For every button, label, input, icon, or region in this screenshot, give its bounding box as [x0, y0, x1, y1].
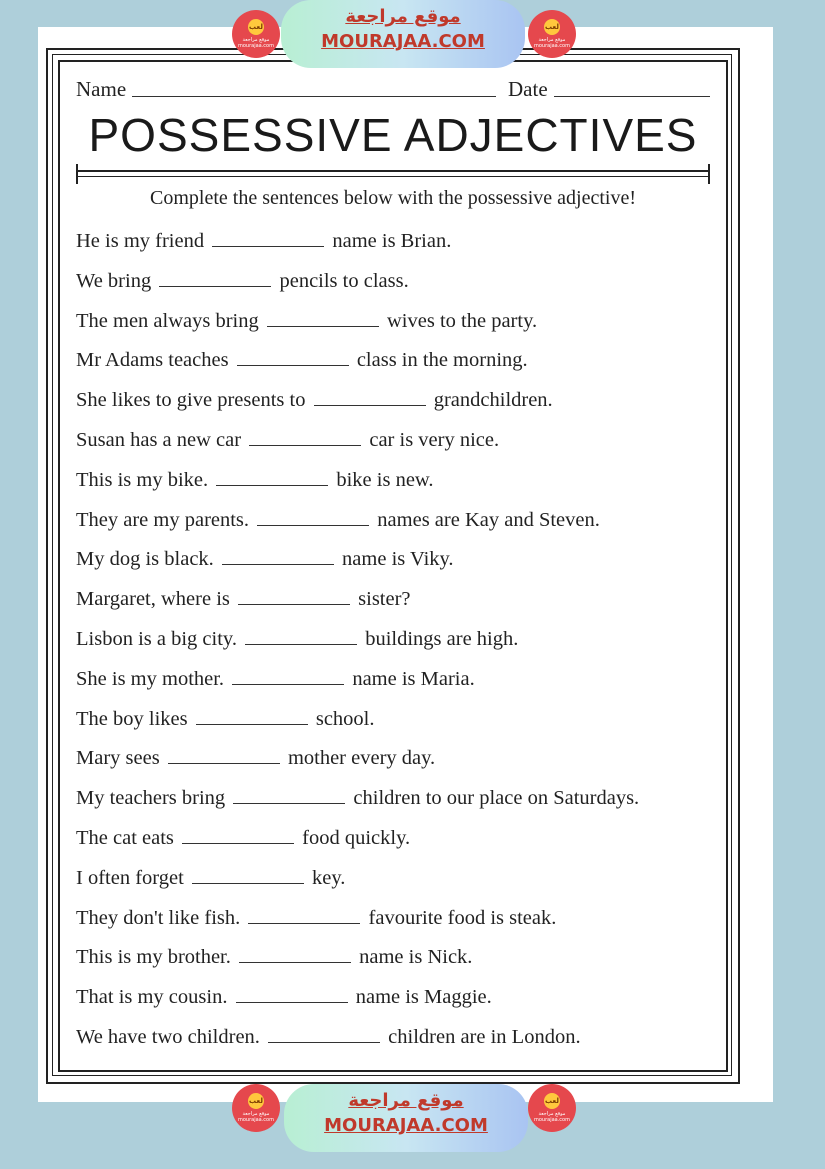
answer-blank[interactable]: [159, 268, 271, 287]
sentence-item: [76, 427, 716, 467]
sentence-after: food quickly.: [302, 826, 411, 849]
answer-blank[interactable]: [222, 546, 334, 565]
sentence-item: [76, 268, 716, 308]
watermark-badge-left-top: لعب موقع مراجعة mourajaa.com: [232, 10, 280, 58]
sentence-before: She is my mother.: [76, 667, 225, 690]
sentence-after: names are Kay and Steven.: [377, 508, 600, 531]
instruction-text: Complete the sentences below with the possessive adjective!: [150, 187, 636, 209]
sentence-before: We bring: [76, 269, 152, 292]
watermark-badge-right-top: لعب موقع مراجعة mourajaa.com: [528, 10, 576, 58]
sentence-before: Lisbon is a big city.: [76, 627, 237, 650]
sentence-item: [76, 706, 716, 746]
date-label: Date: [508, 77, 548, 101]
answer-blank[interactable]: [248, 905, 360, 924]
name-blank[interactable]: [132, 96, 496, 97]
sentence-before: That is my cousin.: [76, 986, 228, 1009]
sentence-item: [76, 347, 716, 387]
sentence-item: [76, 586, 716, 626]
sentence-after: name is Maggie.: [355, 986, 492, 1009]
sentence-item: [76, 546, 716, 586]
sentence-item: [76, 745, 716, 785]
sentence-after: sister?: [358, 588, 411, 611]
sentence-item: [76, 944, 716, 984]
answer-blank[interactable]: [216, 467, 328, 486]
sentence-before: We have two children.: [76, 1025, 260, 1048]
watermark-banner-bottom[interactable]: موقع مراجعة MOURAJAA.COM: [284, 1084, 528, 1152]
sentence-before: They don't like fish.: [76, 906, 241, 929]
answer-blank[interactable]: [238, 586, 350, 605]
sentence-before: My teachers bring: [76, 787, 226, 810]
sentence-before: The men always bring: [76, 309, 259, 332]
sentence-item: [76, 467, 716, 507]
sentence-before: This is my brother.: [76, 946, 231, 969]
title-divider: [76, 168, 710, 180]
watermark-badge-left-bottom: لعب موقع مراجعة mourajaa.com: [232, 1084, 280, 1132]
watermark-badge-right-bottom: لعب موقع مراجعة mourajaa.com: [528, 1084, 576, 1132]
sentence-after: favourite food is steak.: [368, 906, 557, 929]
sentence-before: Margaret, where is: [76, 588, 230, 611]
sentence-before: He is my friend: [76, 230, 205, 252]
sentence-item: [76, 785, 716, 825]
sentence-item: [76, 825, 716, 865]
sentence-after: name is Viky.: [342, 548, 454, 571]
sentence-item: [76, 984, 716, 1024]
sentence-after: name is Nick.: [359, 946, 473, 969]
answer-blank[interactable]: [245, 626, 357, 645]
answer-blank[interactable]: [182, 825, 294, 844]
sentence-before: My dog is black.: [76, 548, 214, 571]
answer-blank[interactable]: [196, 706, 308, 725]
sentence-after: name is Brian.: [332, 230, 452, 252]
answer-blank[interactable]: [236, 984, 348, 1003]
sentence-before: Mary sees: [76, 747, 160, 770]
sentence-item: [76, 507, 716, 547]
sentence-item: [76, 626, 716, 666]
sentence-before: She likes to give presents to: [76, 389, 306, 412]
sentence-item: [76, 905, 716, 945]
sentence-after: car is very nice.: [369, 428, 500, 451]
sentence-before: I often forget: [76, 866, 184, 889]
sentence-after: children are in London.: [388, 1025, 581, 1048]
game-icon: لعب: [544, 19, 560, 35]
sentence-before: Mr Adams teaches: [76, 349, 229, 372]
sentence-item: [76, 308, 716, 348]
sentence-before: The boy likes: [76, 707, 188, 730]
answer-blank[interactable]: [239, 944, 351, 963]
sentence-after: pencils to class.: [279, 269, 409, 292]
date-blank[interactable]: [554, 96, 710, 97]
page-title: POSSESSIVE ADJECTIVES: [88, 109, 698, 161]
sentence-item: [76, 1024, 716, 1064]
answer-blank[interactable]: [232, 666, 344, 685]
sentence-before: This is my bike.: [76, 468, 209, 491]
answer-blank[interactable]: [249, 427, 361, 446]
worksheet-content: [58, 60, 728, 1070]
sentence-after: bike is new.: [336, 468, 434, 491]
sentence-item: [76, 387, 716, 427]
sentence-after: name is Maria.: [352, 667, 475, 690]
answer-blank[interactable]: [233, 785, 345, 804]
game-icon: لعب: [248, 1093, 264, 1109]
answer-blank[interactable]: [268, 1024, 380, 1043]
sentence-after: school.: [315, 707, 375, 730]
sentence-after: children to our place on Saturdays.: [353, 787, 640, 810]
game-icon: لعب: [544, 1093, 560, 1109]
name-label: Name: [76, 77, 127, 101]
answer-blank[interactable]: [267, 308, 379, 327]
sentence-item: [76, 865, 716, 905]
answer-blank[interactable]: [192, 865, 304, 884]
answer-blank[interactable]: [314, 387, 426, 406]
sentence-after: mother every day.: [287, 747, 436, 770]
sentence-after: key.: [312, 866, 346, 889]
sentence-after: buildings are high.: [365, 627, 519, 650]
sentence-list: [76, 228, 716, 1064]
sentence-before: Susan has a new car: [76, 428, 242, 451]
sentence-before: The cat eats: [76, 826, 174, 849]
answer-blank[interactable]: [168, 745, 280, 764]
sentence-after: grandchildren.: [433, 389, 553, 412]
answer-blank[interactable]: [237, 347, 349, 366]
sentence-after: class in the morning.: [356, 349, 528, 372]
sentence-after: wives to the party.: [387, 309, 538, 332]
sentence-item: [76, 666, 716, 706]
sentence-before: They are my parents.: [76, 508, 250, 531]
answer-blank[interactable]: [212, 228, 324, 247]
watermark-banner-top[interactable]: موقع مراجعة MOURAJAA.COM: [281, 0, 525, 68]
game-icon: لعب: [248, 19, 264, 35]
sentence-item: [76, 228, 716, 268]
answer-blank[interactable]: [257, 507, 369, 526]
